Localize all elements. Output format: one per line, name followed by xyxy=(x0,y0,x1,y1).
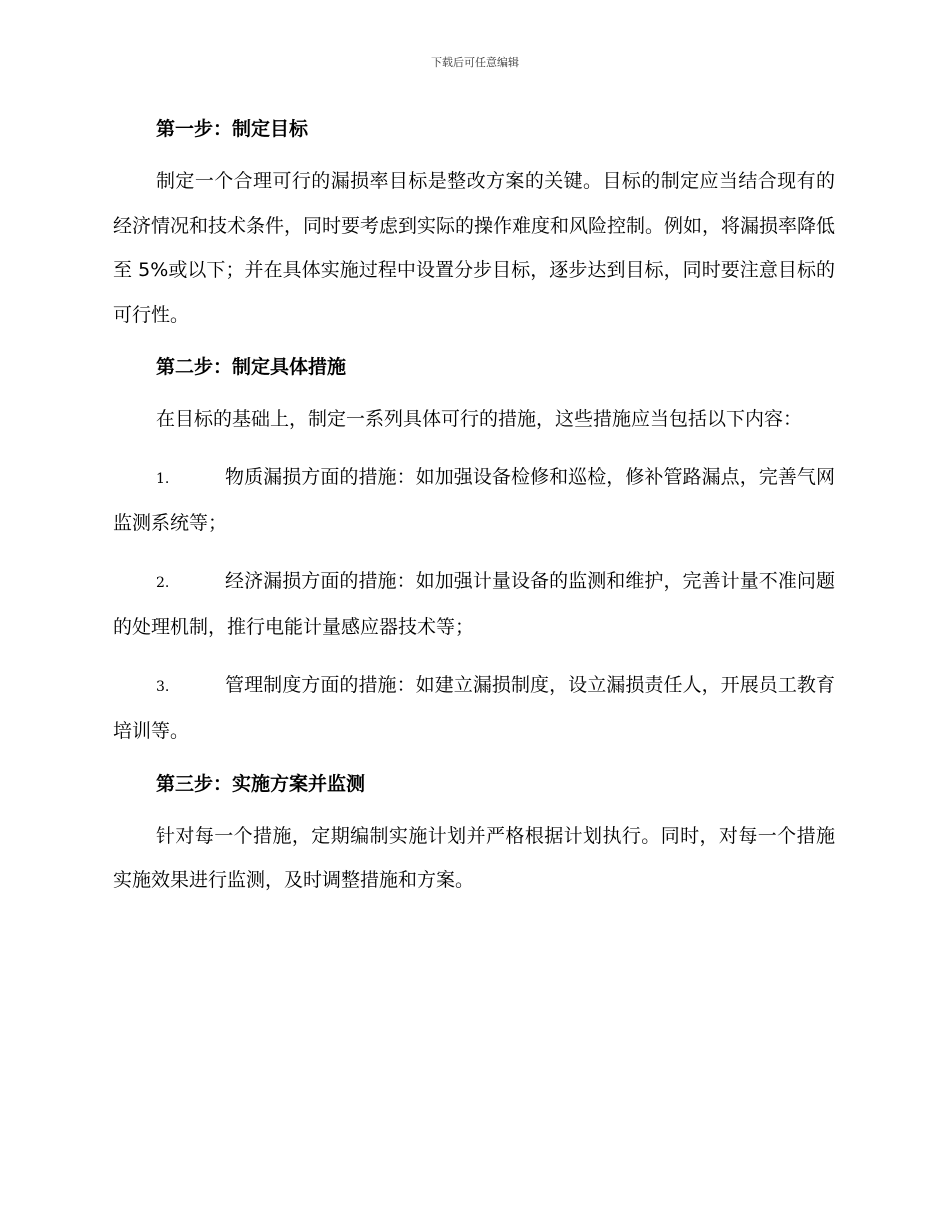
header-note: 下载后可任意编辑 xyxy=(431,56,519,69)
list-item-text: 管理制度方面的措施：如建立漏损制度，设立漏损责任人，开展员工教育培训等。 xyxy=(113,673,835,742)
list-item xyxy=(113,559,835,650)
list-number: 2. xyxy=(156,574,170,591)
list-item xyxy=(113,663,835,754)
paragraph: 在目标的基础上，制定一系列具体可行的措施，这些措施应当包括以下内容： xyxy=(156,408,803,430)
list-item-text: 物质漏损方面的措施：如加强设备检修和巡检，修补管路漏点，完善气网监测系统等； xyxy=(113,465,835,534)
section-heading: 第二步：制定具体措施 xyxy=(156,356,347,378)
paragraph: 针对每一个措施，定期编制实施计划并严格根据计划执行。同时，对每一个措施实施效果进行监测，及时调整措施和方案。 xyxy=(113,824,835,891)
list-item-text: 经济漏损方面的措施：如加强计量设备的监测和维护，完善计量不准问题的处理机制，推行电能计量感应器技术等； xyxy=(113,569,835,638)
section-heading: 第一步：制定目标 xyxy=(156,118,309,140)
list-item xyxy=(113,455,835,546)
paragraph: 制定一个合理可行的漏损率目标是整改方案的关键。目标的制定应当结合现有的经济情况和技术条件，同时要考虑到实际的操作难度和风险控制。例如，将漏损率降低至 5%或以下；并在具体实施过程中设置分步目标，逐步达到目标，同时要注意目标的可行性。 xyxy=(113,170,836,326)
document-body xyxy=(113,112,835,903)
list-number: 1. xyxy=(156,470,170,487)
list-number: 3. xyxy=(156,678,170,695)
section-heading: 第三步：实施方案并监测 xyxy=(156,772,366,795)
